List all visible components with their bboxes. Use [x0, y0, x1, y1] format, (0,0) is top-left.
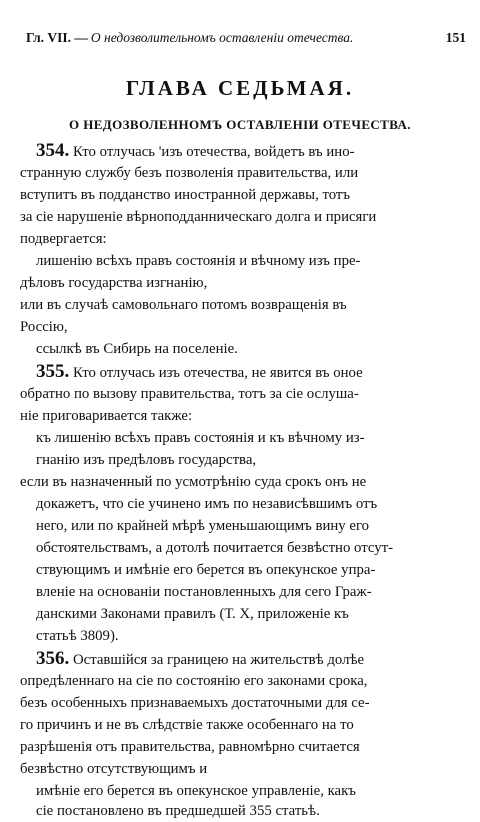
article-355-line-7: докажетъ, что сіе учинено имъ по независѣвшимъ отъ [36, 496, 378, 512]
article-356-line-6: безвѣстно отсутствующимъ и [20, 761, 208, 777]
article-356-line-1: 356. Оставшійся за границею на жительствѣ долѣе [36, 648, 365, 669]
page-number: 151 [445, 30, 466, 45]
article-354-number: 354. [36, 140, 70, 161]
article-355-line-10: ствующимъ и имѣніе его берется въ опекунское упра- [36, 562, 376, 578]
article-355-number: 355. [36, 361, 70, 382]
article-355-line-12: данскими Законами правилъ (Т. X, приложеніе къ [36, 606, 349, 622]
article-354-line-5: лишенію всѣхъ правъ состоянія и вѣчному изъ пре- [36, 253, 361, 269]
article-355-line-3: ніе приговаривается также: [20, 408, 193, 424]
chapter-subtitle: О НЕДОЗВОЛЕННОМЪ ОСТАВЛЕНІИ ОТЕЧЕСТВА. [69, 117, 411, 132]
header-chapter: Гл. VII. — [26, 30, 88, 45]
article-355-line-4: къ лишенію всѣхъ правъ состоянія и къ вѣчному из- [36, 430, 365, 446]
article-356-line-5: разрѣшенія отъ правительства, равномѣрно считается [20, 739, 360, 755]
article-354-line-4: за сіе нарушеніе вѣрноподданническаго долга и присяги подвергается: [20, 209, 377, 247]
article-354-line-2: странную службу безъ позволенія правительства, или [20, 165, 359, 181]
article-355-line-2: обратно по вызову правительства, тотъ за сіе ослуша- [20, 386, 359, 402]
article-356-line-8: сіе постановлено въ предшедшей 355 статьѣ. [36, 803, 320, 819]
article-355-line-9: обстоятельствамъ, а дотолѣ почитается безвѣстно отсут- [36, 540, 394, 556]
article-356-line-4: го причинъ и не въ слѣдствіе также особеннаго на то [20, 717, 354, 733]
chapter-title: ГЛАВА СЕДЬМАЯ. [125, 76, 355, 100]
article-355-line-1: 355. Кто отлучась изъ отечества, не явится въ оное [36, 361, 363, 382]
article-355-line-6: если въ назначенный по усмотрѣнію суда срокъ онъ не [20, 474, 367, 490]
article-354-line-7: или въ случаѣ самовольнаго потомъ возвращенія въ [20, 297, 347, 313]
article-355-line-5: гнанію изъ предѣловъ государства, [36, 452, 257, 468]
article-354-line-1: 354. Кто отлучась 'изъ отечества, войдетъ въ ино- [36, 140, 355, 161]
article-355-line-11: вленіе на основаніи постановленныхъ для сего Граж- [36, 584, 372, 600]
article-354-line-6: дѣловъ государства изгнанію, [20, 275, 208, 291]
article-355-line-13: статьѣ 3809). [36, 628, 119, 644]
article-356-line-7: имѣніе его берется въ опекунское управленіе, какъ [36, 783, 356, 799]
article-354-line-3: вступитъ въ подданство иностранной державы, тотъ [20, 187, 351, 203]
running-header [26, 30, 466, 46]
article-354-line-9: ссылкѣ въ Сибирь на поселеніе. [36, 341, 238, 357]
header-title: О недозволительномъ оставленіи отечества. [90, 30, 354, 45]
article-356-line-3: безъ особенныхъ признаваемыхъ достаточными для се- [20, 695, 370, 711]
article-355-line-8: него, или по крайней мѣрѣ уменьшающимъ вину его [36, 518, 370, 534]
article-356-line-2: опредѣленнаго на сіе по состоянію его законами срока, [20, 673, 368, 689]
article-356-number: 356. [36, 648, 70, 669]
article-354-line-8: Россію, [20, 319, 68, 335]
